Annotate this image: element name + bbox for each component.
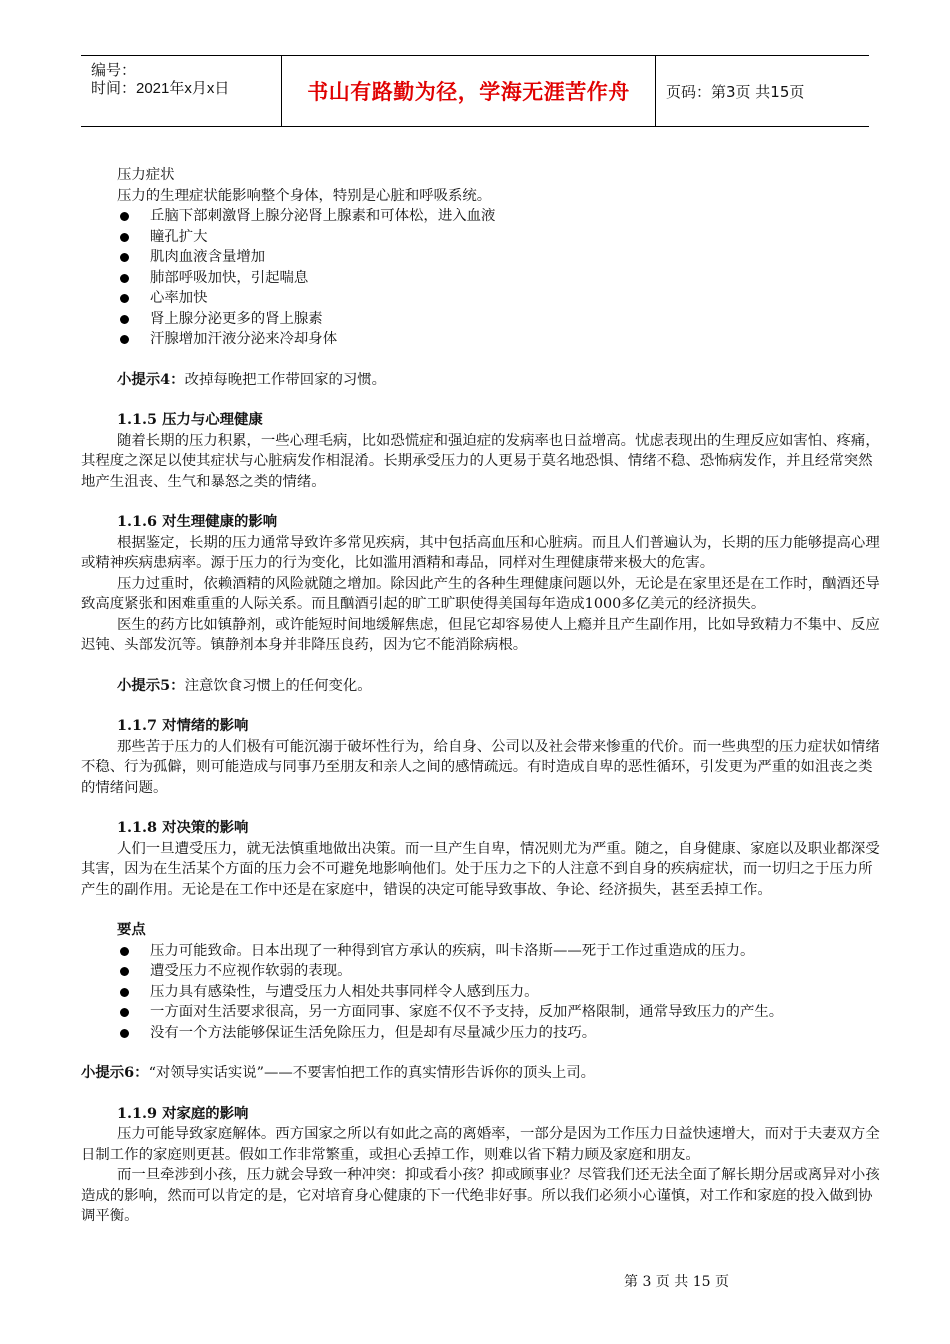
bullet-icon — [120, 274, 129, 283]
tip-6 — [81, 1063, 881, 1084]
bullet-icon — [120, 1008, 129, 1017]
section-title: 压力症状 — [117, 167, 175, 183]
paragraph: 压力的生理症状能影响整个身体，特别是心脏和呼吸系统。 — [117, 187, 492, 204]
header-meta — [81, 56, 281, 126]
number-label: 编号： — [91, 62, 137, 79]
list-item: 肌肉血液含量增加 — [81, 247, 881, 268]
page-header — [81, 55, 869, 127]
bullet-icon — [120, 967, 129, 976]
list-item: 遭受压力不应视作软弱的表现。 — [81, 961, 881, 982]
section-heading: 1.1.7 对情绪的影响 — [117, 717, 249, 734]
paragraph: 根据鉴定，长期的压力通常导致许多常见疾病，其中包括高血压和心脏病。而且人们普遍认为，长期的压力能够提高心理或精神疾病患病率。源于压力的行为变化，比如滥用酒精和毒品，同样对生理健康带来极大的危害。 — [81, 534, 880, 571]
keypoints-heading: 要点 — [117, 921, 146, 938]
bullet-icon — [120, 253, 129, 262]
tip-text: 改掉每晚把工作带回家的习惯。 — [184, 371, 387, 388]
paragraph: 那些苦于压力的人们极有可能沉溺于破坏性行为，给自身、公司以及社会带来惨重的代价。而一些典型的压力症状如情绪不稳、行为孤僻，则可能造成与同事乃至朋友和亲人之间的感情疏远。有时造成自卑的恶性循环，引发更为严重的如沮丧之类的情绪问题。 — [81, 738, 880, 796]
section-heading: 1.1.9 对家庭的影响 — [117, 1104, 249, 1122]
tip-5 — [81, 676, 881, 697]
list-item: 压力可能致命。日本出现了一种得到官方承认的疾病，叫卡洛斯——死于工作过重造成的压力。 — [81, 941, 881, 962]
paragraph: 随着长期的压力积累，一些心理毛病，比如恐慌症和强迫症的发病率也日益增高。忧虑表现出的生理反应如害怕、疼痛，其程度之深足以使其症状与心脏病发作相混淆。长期承受压力的人更易于莫名地恐惧、情绪不稳、恐怖病发作，并且经常突然地产生沮丧、生气和暴怒之类的情绪。 — [81, 432, 880, 490]
tip-text: “对领导实话实说”——不要害怕把工作的真实情形告诉你的顶头上司。 — [148, 1065, 596, 1081]
list-item: 心率加快 — [81, 288, 881, 309]
bullet-icon — [120, 294, 129, 303]
paragraph: 医生的药方比如镇静剂，或许能短时间地缓解焦虑，但昆它却容易使人上瘾并且产生副作用，比如导致精力不集中、反应迟钝、头部发沉等。镇静剂本身并非降压良药，因为它不能消除病根。 — [81, 616, 880, 653]
page-footer: 第 3 页 共 15 页 — [624, 1274, 729, 1290]
section-heading: 1.1.5 压力与心理健康 — [117, 411, 263, 428]
list-item: 没有一个方法能够保证生活免除压力，但是却有尽量减少压力的技巧。 — [81, 1023, 881, 1044]
bullet-icon — [120, 1029, 129, 1038]
time-label: 时间：2021年x月x日 — [91, 80, 230, 97]
tip-label: 小提示4： — [117, 370, 185, 388]
bullet-icon — [120, 233, 129, 242]
tip-4 — [81, 370, 881, 391]
bullet-icon — [120, 335, 129, 344]
list-item: 压力具有感染性，与遭受压力人相处共事同样令人感到压力。 — [81, 982, 881, 1003]
header-motto: 书山有路勤为径，学海无涯苦作舟 — [307, 80, 630, 104]
list-item: 肺部呼吸加快，引起喘息 — [81, 268, 881, 289]
bullet-icon — [120, 947, 129, 956]
keypoints-list — [81, 941, 881, 1044]
page-number-label: 页码：第3页 共15页 — [666, 82, 805, 101]
bullet-icon — [120, 315, 129, 324]
section-heading: 1.1.8 对决策的影响 — [117, 819, 249, 836]
tip-label: 小提示6： — [81, 1064, 149, 1081]
document-body — [81, 165, 881, 1227]
tip-label: 小提示5： — [117, 676, 185, 694]
list-item: 肾上腺分泌更多的肾上腺素 — [81, 309, 881, 330]
header-page-info — [656, 56, 869, 126]
tip-text: 注意饮食习惯上的任何变化。 — [184, 677, 372, 694]
list-item: 丘脑下部刺激肾上腺分泌肾上腺素和可体松，进入血液 — [81, 206, 881, 227]
bullet-icon — [120, 988, 129, 997]
bullet-icon — [120, 212, 129, 221]
section-heading: 1.1.6 对生理健康的影响 — [117, 513, 278, 530]
symptom-list — [81, 206, 881, 350]
paragraph: 压力过重时，依赖酒精的风险就随之增加。除因此产生的各种生理健康问题以外，无论是在家里还是在工作时，酗酒还导致高度紧张和困难重重的人际关系。而且酗酒引起的旷工旷职使得美国每年造成1000多亿美元的经济损失。 — [81, 575, 880, 612]
paragraph: 而一旦牵涉到小孩，压力就会导致一种冲突：抑或看小孩？抑或顾事业？尽管我们还无法全面了解长期分居或离异对小孩造成的影响，然而可以肯定的是，它对培育身心健康的下一代绝非好事。所以我们必须小心谨慎，对工作和家庭的投入做到协调平衡。 — [81, 1167, 880, 1224]
list-item: 一方面对生活要求很高，另一方面同事、家庭不仅不予支持，反加严格限制，通常导致压力的产生。 — [81, 1002, 881, 1023]
paragraph: 压力可能导致家庭解体。西方国家之所以有如此之高的离婚率，一部分是因为工作压力日益快速增大，而对于夫妻双方全日制工作的家庭则更甚。假如工作非常繁重，或担心丢掉工作，则难以省下精力顾及家庭和朋友。 — [81, 1126, 880, 1163]
list-item: 瞳孔扩大 — [81, 227, 881, 248]
paragraph: 人们一旦遭受压力，就无法慎重地做出决策。而一旦产生自卑，情况则尤为严重。随之，自身健康、家庭以及职业都深受其害，因为在生活某个方面的压力会不可避免地影响他们。处于压力之下的人注意不到自身的疾病症状，而一切归之于压力所产生的副作用。无论是在工作中还是在家庭中，错误的决定可能导致事故、争论、经济损失，甚至丢掉工作。 — [81, 840, 880, 898]
list-item: 汗腺增加汗液分泌来冷却身体 — [81, 329, 881, 350]
